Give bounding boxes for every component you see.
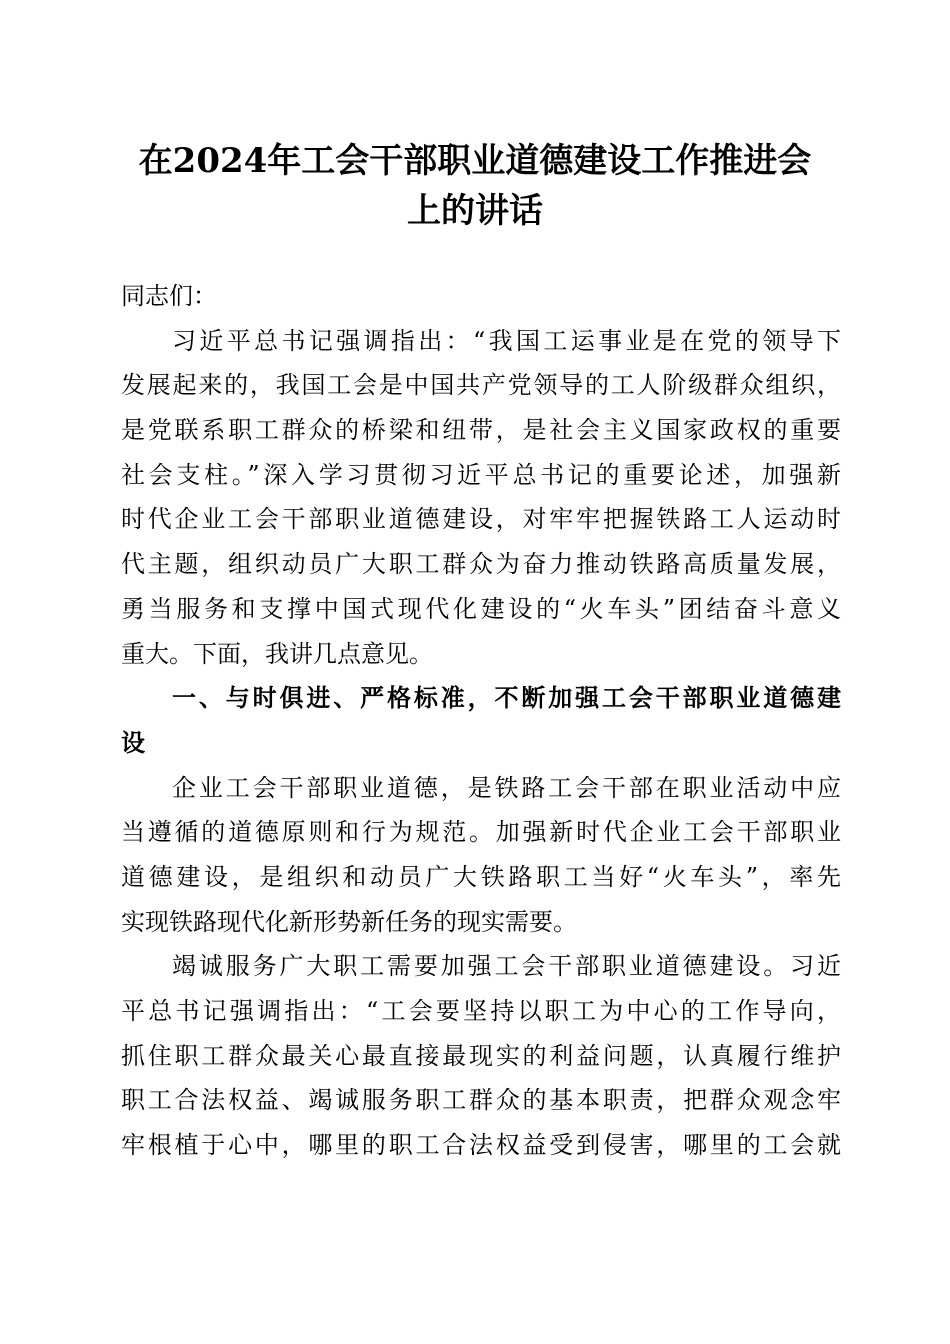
paragraph-1-line-3: 是党联系职工群众的桥梁和纽带，是社会主义国家政权的重要 <box>121 416 841 445</box>
paragraph-3-line-5: 牢根植于心中，哪里的职工合法权益受到侵害，哪里的工会就 <box>121 1131 841 1160</box>
paragraph-1-line-7: 勇当服务和支撑中国式现代化建设的“火车头”团结奋斗意义 <box>121 594 841 623</box>
document-title <box>100 136 850 236</box>
document-body <box>121 274 841 1168</box>
paragraph-2-line-4: 实现铁路现代化新形势新任务的现实需要。 <box>121 907 577 936</box>
paragraph-3-line-3: 抓住职工群众最关心最直接最现实的利益问题，认真履行维护 <box>121 1041 841 1070</box>
title-line-2: 上的讲话 <box>407 191 543 231</box>
paragraph-2-line-3: 道德建设，是组织和动员广大铁路职工当好“火车头”，率先 <box>121 862 841 891</box>
paragraph-2-line-2: 当遵循的道德原则和行为规范。加强新时代企业工会干部职业 <box>121 818 841 847</box>
paragraph-1-line-1: 习近平总书记强调指出：“我国工运事业是在党的领导下 <box>172 326 841 355</box>
paragraph-3-line-2: 平总书记强调指出：“工会要坚持以职工为中心的工作导向， <box>121 997 841 1025</box>
section-heading-line-2: 设 <box>121 728 145 757</box>
paragraph-3-line-1: 竭诚服务广大职工需要加强工会干部职业道德建设。习近 <box>172 952 841 981</box>
paragraph-1-line-8: 重大。下面，我讲几点意见。 <box>121 639 433 668</box>
section-heading-line-1: 一、与时俱进、严格标准，不断加强工会干部职业道德建 <box>172 684 841 713</box>
paragraph-2-line-1: 企业工会干部职业道德，是铁路工会干部在职业活动中应 <box>172 773 841 802</box>
paragraph-3-line-4: 职工合法权益、竭诚服务职工群众的基本职责，把群众观念牢 <box>121 1086 841 1115</box>
paragraph-1-line-4: 社会支柱。”深入学习贯彻习近平总书记的重要论述，加强新 <box>121 460 841 489</box>
paragraph-1-line-2: 发展起来的，我国工会是中国共产党领导的工人阶级群众组织， <box>121 371 841 400</box>
paragraph-1-line-6: 代主题，组织动员广大职工群众为奋力推动铁路高质量发展， <box>121 550 841 579</box>
paragraph-1-line-5: 时代企业工会干部职业道德建设，对牢牢把握铁路工人运动时 <box>121 505 841 534</box>
salutation: 同志们： <box>121 282 217 310</box>
title-line-1: 在2024年工会干部职业道德建设工作推进会 <box>138 141 812 181</box>
